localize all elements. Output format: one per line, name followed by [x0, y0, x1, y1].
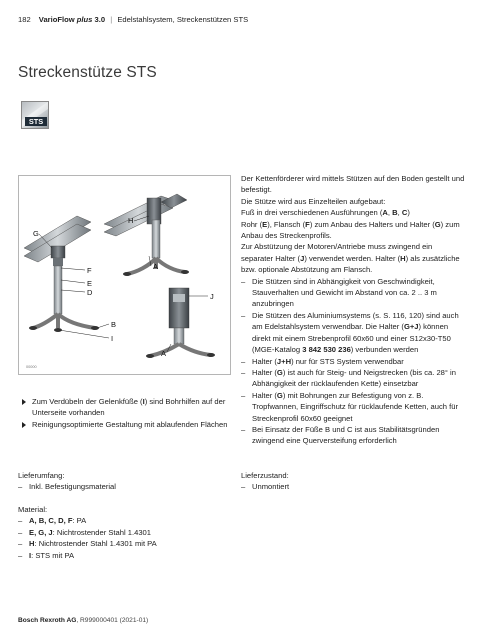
material-heading: Material:	[18, 505, 48, 514]
dash-item: – Die Stützen sind in Abhängigkeit von Geschwindigkeit, Stauverhalten und Gewicht im Abstand von ca. 2 .. 3 m anzubringen	[241, 276, 466, 310]
material-item: – A, B, C, D, F: PA	[18, 515, 238, 526]
dash-item: – Halter (J+H) nur für STS System verwendbar	[241, 356, 466, 367]
part-label-g: G	[33, 229, 39, 238]
stand-upper-right	[104, 194, 189, 276]
company-name: Bosch Rexroth AG	[18, 617, 77, 624]
feature-bullets	[22, 396, 242, 430]
intro-paragraph: Die Stütze wird aus Einzelteilen aufgebaut:	[241, 196, 386, 206]
page-title: Streckenstütze STS	[18, 64, 157, 81]
figure-code: 00000	[26, 365, 37, 369]
page-number: 182	[18, 15, 31, 24]
document-number: , R999000401 (2021-01)	[76, 617, 149, 624]
dash-item: – Bei Einsatz der Füße B und C ist aus Stabilitätsgründen zwingend eine Querversteifung erforderlich	[241, 424, 466, 447]
condition-item: – Unmontiert	[241, 481, 461, 492]
dash-item: – Halter (G) mit Bohrungen zur Befestigung von z. B. Tropfwannen, Eingriffschutz für rücklaufende Ketten, auch für Streckenprofil 60x60 geeignet	[241, 390, 466, 424]
scope-of-delivery	[18, 470, 238, 493]
part-label-f: F	[87, 266, 92, 275]
header-separator: |	[110, 15, 113, 24]
triangle-bullet-icon	[22, 422, 26, 428]
part-label-a-top: A	[153, 262, 159, 271]
badge-label: STS	[25, 117, 47, 126]
product-illustration	[18, 175, 231, 375]
stand-lower-right	[146, 288, 215, 358]
dash-item: – Halter (G) ist auch für Steig- und Neigstrecken (bis ca. 28° in Abhängigkeit der rücklaufenden Kette) einsetzbar	[241, 367, 466, 390]
scope-item: – Inkl. Befestigungsmaterial	[18, 481, 238, 492]
section-title: Edelstahlsystem, Streckenstützen STS	[117, 15, 249, 24]
feature-bullet: Zum Verdübeln der Gelenkfüße (I) sind Bohrhilfen auf der Unterseite vorhanden	[22, 396, 242, 419]
sts-product-icon	[21, 101, 49, 129]
parts-tube: Rohr (E), Flansch (F) zum Anbau des Halters und Halter (G) zum Anbau des Streckenprofils.	[241, 219, 460, 241]
scope-heading: Lieferumfang:	[18, 471, 65, 480]
part-label-h: H	[128, 216, 134, 225]
delivery-condition	[241, 470, 461, 493]
part-label-i: I	[111, 334, 114, 343]
part-label-b: B	[111, 320, 117, 329]
intro-paragraph: Der Kettenförderer wird mittels Stützen auf den Boden gestellt und befestigt.	[241, 174, 465, 195]
triangle-bullet-icon	[22, 399, 26, 405]
dash-item: – Die Stützen des Aluminiumsystems (s. S. 116, 120) sind auch am Edelstahlsystem verwendbar. Die Halter (G+J) können direkt mit einem Strebenprofil 60x60 und einer S12x30-T50 (MGE-Katalog 3 842 530 236) verbunden werden	[241, 310, 466, 356]
material-list	[18, 504, 238, 561]
material-item: – H: Nichtrostender Stahl 1.4301 mit PA	[18, 538, 238, 549]
description-text	[241, 173, 466, 447]
part-label-e: E	[87, 279, 93, 288]
material-item: – E, G, J: Nichtrostender Stahl 1.4301	[18, 527, 238, 538]
page-header	[18, 15, 248, 24]
material-item: – I: STS mit PA	[18, 550, 238, 561]
product-name: VarioFlow plus 3.0	[38, 15, 106, 24]
support-stand-drawing	[19, 176, 232, 376]
feature-bullet: Reinigungsoptimierte Gestaltung mit ablaufenden Flächen	[22, 419, 242, 430]
part-label-d: D	[87, 288, 93, 297]
motor-support-text: Zur Abstützung der Motoren/Antriebe muss zwingend ein separater Halter (J) verwendet werden. Halter (H) als zusätzliche bzw. optionale Abstützung am Flansch.	[241, 242, 460, 275]
part-label-a-bottom: A	[161, 349, 167, 358]
condition-heading: Lieferzustand:	[241, 471, 289, 480]
parts-foot: Fuß in drei verschiedenen Ausführungen (A, B, C)	[241, 208, 410, 218]
part-label-j: J	[210, 292, 214, 301]
page-footer	[18, 617, 148, 624]
